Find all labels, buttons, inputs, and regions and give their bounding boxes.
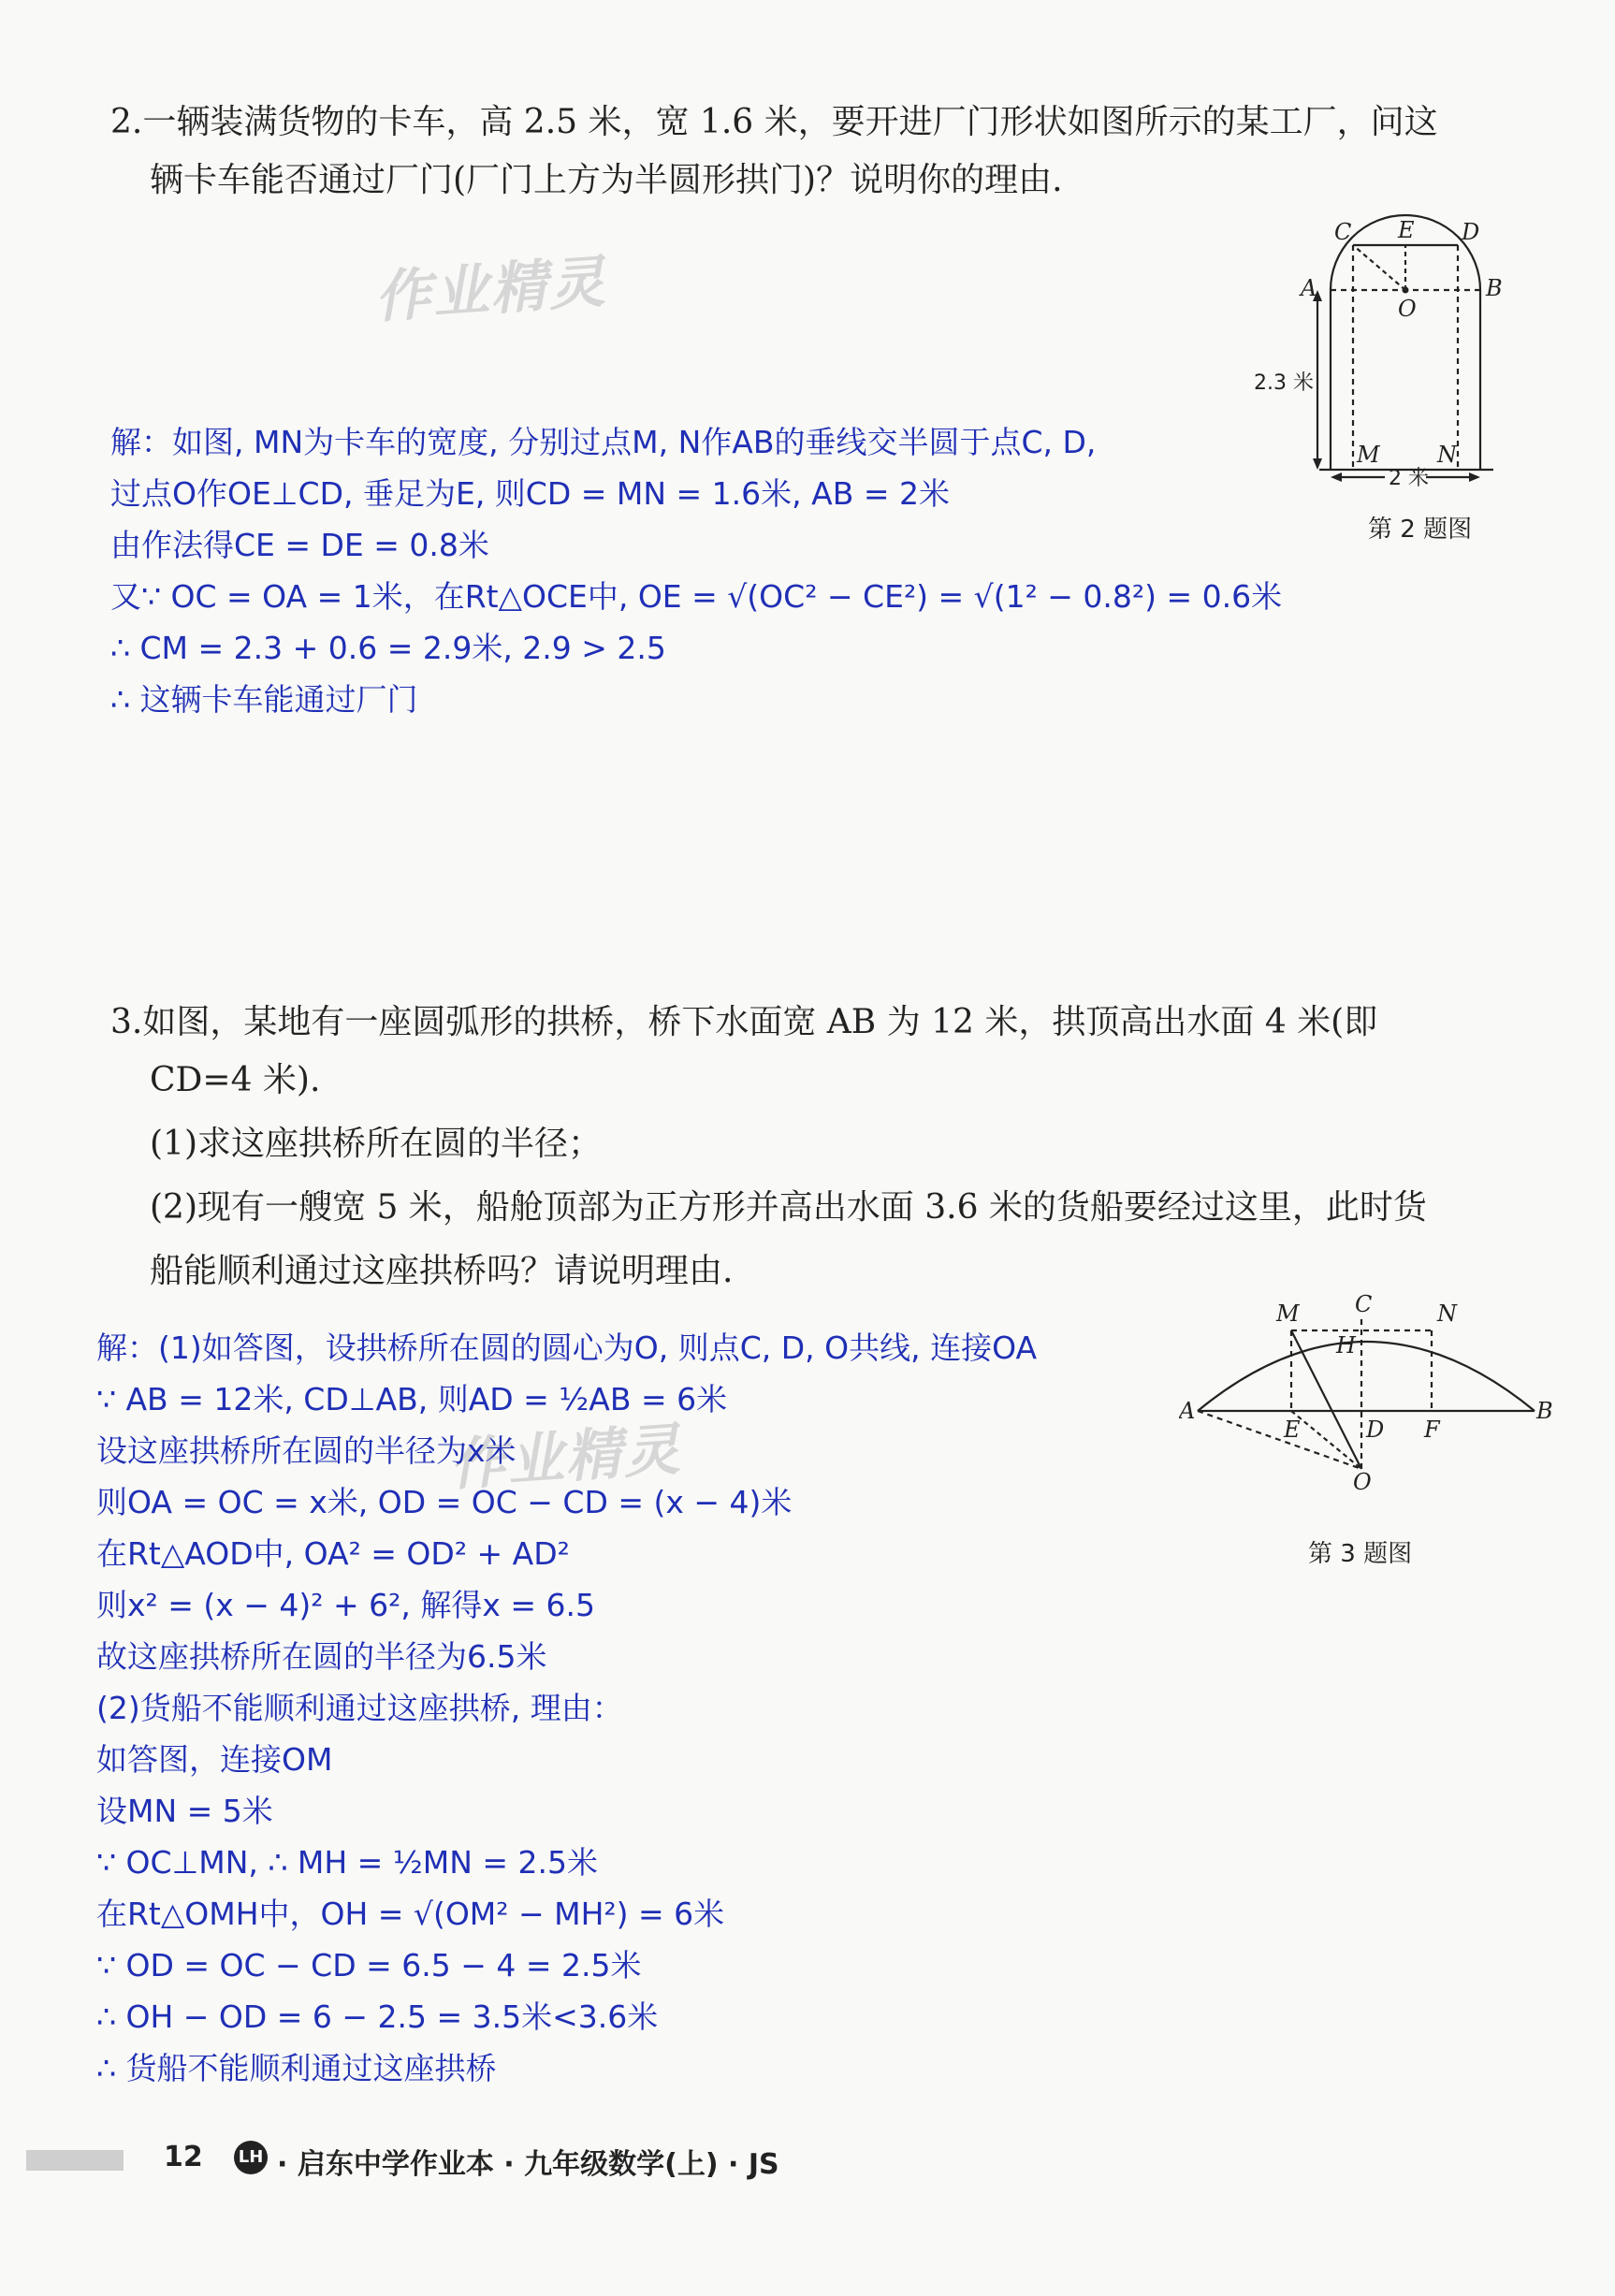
answer-3-line: 在Rt△AOD中, OA² = OD² + AD² (96, 1535, 570, 1572)
question-2-line1: 2.一辆装满货物的卡车，高 2.5 米，宽 1.6 米，要开进厂门形状如图所示的某工厂，问这 (110, 103, 1438, 141)
answer-2-line: 由作法得CE = DE = 0.8米 (110, 527, 489, 563)
label-b: B (1486, 275, 1503, 301)
label-d: D (1366, 1417, 1385, 1443)
label-b: B (1536, 1398, 1553, 1424)
label-n: N (1437, 442, 1457, 468)
answer-2-line: ∴ 这辆卡车能通过厂门 (110, 681, 418, 718)
oc-dashed (1353, 245, 1405, 290)
answer-3-line: (2)货船不能顺利通过这座拱桥, 理由： (96, 1690, 623, 1726)
watermark-top: 作业精灵 (372, 249, 609, 331)
question-3-line1: 3.如图，某地有一座圆弧形的拱桥，桥下水面宽 AB 为 12 米，拱顶高出水面 4 米(即 (110, 1003, 1378, 1041)
label-n: N (1437, 1301, 1457, 1327)
answer-3-line: 在Rt△OMH中，OH = √(OM² − MH²) = 6米 (96, 1896, 725, 1932)
answer-2 (110, 416, 1282, 725)
label-c: C (1355, 1291, 1373, 1317)
page-number: 12 (164, 2141, 203, 2173)
label-height: 2.3 米 (1254, 371, 1314, 395)
label-width: 2 米 (1389, 467, 1429, 490)
point-o (1403, 287, 1409, 294)
page-footer (0, 2137, 1615, 2193)
answer-3-line: 如答图，连接OM (96, 1741, 333, 1778)
watermark-mid: 作业精灵 (447, 1417, 684, 1499)
answer-3-line: ∴ OH − OD = 6 − 2.5 = 3.5米<3.6米 (96, 1998, 659, 2035)
label-d: D (1462, 219, 1480, 245)
answer-3-line: ∵ OC⊥MN, ∴ MH = ½MN = 2.5米 (96, 1844, 599, 1881)
question-3 (110, 994, 1533, 1301)
label-a: A (1179, 1398, 1196, 1424)
question-2 (110, 94, 1533, 210)
answer-2-line: 又∵ OC = OA = 1米，在Rt△OCE中, OE = √(OC² − CE²) = √(1² − 0.8²) = 0.6米 (110, 578, 1283, 615)
e-o-dashed (1291, 1411, 1361, 1469)
label-f: F (1424, 1417, 1440, 1443)
figure-3-bridge (1179, 1291, 1553, 1497)
answer-2-line: ∴ CM = 2.3 + 0.6 = 2.9米, 2.9 > 2.5 (110, 630, 666, 666)
footer-bar (26, 2150, 124, 2171)
label-c: C (1334, 219, 1352, 245)
publisher-logo: LH (234, 2141, 268, 2174)
answer-3-line: 解：(1)如答图，设拱桥所在圆的圆心为O, 则点C, D, O共线, 连接OA (96, 1330, 1038, 1366)
answer-3 (96, 1322, 1037, 2094)
label-h: H (1336, 1332, 1356, 1359)
answer-2-line: 过点O作OE⊥CD, 垂足为E, 则CD = MN = 1.6米, AB = 2米 (110, 475, 950, 512)
answer-3-line: 则x² = (x − 4)² + 6², 解得x = 6.5 (96, 1587, 595, 1623)
question-3-sub1: (1)求这座拱桥所在圆的半径； (150, 1125, 602, 1163)
bridge-arc (1198, 1342, 1535, 1411)
answer-2-line: 解：如图, MN为卡车的宽度, 分别过点M, N作AB的垂线交半圆于点C, D, (110, 424, 1097, 460)
label-m: M (1357, 442, 1380, 468)
figure-3-caption: 第 3 题图 (1308, 1540, 1413, 1568)
answer-3-line: ∵ AB = 12米, CD⊥AB, 则AD = ½AB = 6米 (96, 1381, 728, 1417)
book-title: · 启东中学作业本 · 九年级数学(上) · JS (277, 2148, 779, 2181)
label-e: E (1284, 1417, 1301, 1443)
label-m: M (1276, 1301, 1300, 1327)
height-arrowhead-bottom (1313, 458, 1322, 470)
width-arrowhead-right (1469, 472, 1480, 482)
width-arrowhead-left (1331, 472, 1342, 482)
figure-2-gate (1254, 196, 1535, 505)
question-3-sub2-line2: 船能顺利通过这座拱桥吗？请说明理由. (150, 1252, 734, 1290)
label-o: O (1398, 296, 1417, 322)
question-2-line2: 辆卡车能否通过厂门(厂门上方为半圆形拱门)？说明你的理由. (150, 161, 1063, 199)
label-a: A (1301, 275, 1317, 301)
answer-3-line: ∵ OD = OC − CD = 6.5 − 4 = 2.5米 (96, 1947, 642, 1984)
answer-3-line: 设MN = 5米 (96, 1793, 273, 1829)
answer-3-line: 则OA = OC = x米, OD = OC − CD = (x − 4)米 (96, 1484, 793, 1520)
label-o: O (1353, 1469, 1372, 1495)
answer-3-line: ∴ 货船不能顺利通过这座拱桥 (96, 2050, 497, 2086)
answer-3-line: 设这座拱桥所在圆的半径为x米 (96, 1432, 517, 1469)
question-3-line2: CD=4 米). (150, 1061, 321, 1099)
figure-2-caption: 第 2 题图 (1368, 516, 1473, 544)
label-e: E (1398, 217, 1415, 243)
question-3-sub2-line1: (2)现有一艘宽 5 米，船舱顶部为正方形并高出水面 3.6 米的货船要经过这里，此时货 (150, 1188, 1427, 1227)
answer-3-line: 故这座拱桥所在圆的半径为6.5米 (96, 1638, 547, 1675)
